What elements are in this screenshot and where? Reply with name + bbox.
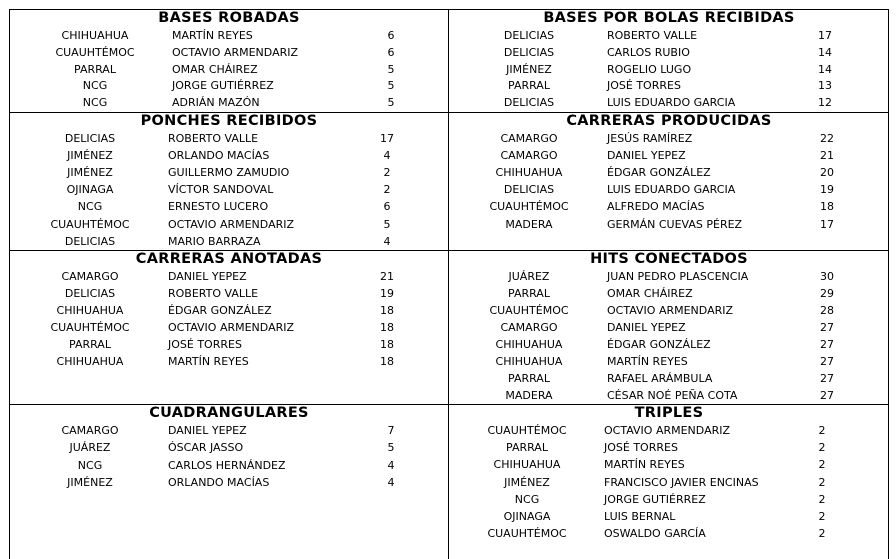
- player-name: DANIEL YEPEZ: [607, 321, 686, 334]
- stat-value: 2: [818, 510, 826, 523]
- player-name: LUIS BERNAL: [604, 510, 676, 523]
- stat-value: 17: [380, 132, 394, 145]
- section-title-bases-por-bolas: BASES POR BOLAS RECIBIDAS: [543, 10, 795, 26]
- stat-row: [0, 77, 896, 94]
- team-name: CHIHUAHUA: [493, 458, 561, 472]
- stat-value: 17: [820, 217, 834, 231]
- team-name: CHIHUAHUA: [495, 166, 563, 180]
- team-name: PARRAL: [506, 441, 548, 455]
- team-name: CAMARGO: [500, 321, 558, 334]
- player-name: GUILLERMO ZAMUDIO: [168, 166, 290, 180]
- stat-value: 18: [820, 200, 834, 214]
- team-name: NCG: [82, 96, 108, 110]
- section-title-cuadrangulares: CUADRANGULARES: [149, 405, 309, 421]
- team-name: DELICIAS: [503, 29, 555, 42]
- stat-row: [0, 370, 896, 387]
- team-name: JIMÉNEZ: [67, 475, 113, 489]
- player-name: ERNESTO LUCERO: [168, 200, 269, 214]
- stat-row: [0, 508, 896, 525]
- stat-value: 20: [820, 166, 834, 180]
- stat-row: [0, 302, 896, 319]
- player-name: ORLANDO MACÍAS: [168, 475, 270, 489]
- player-name: CÉSAR NOÉ PEÑA COTA: [607, 389, 738, 402]
- player-name: LUIS EDUARDO GARCIA: [607, 96, 736, 110]
- stat-row: [0, 164, 896, 181]
- player-name: RAFAEL ARÁMBULA: [607, 372, 713, 385]
- stat-row: [0, 387, 896, 404]
- player-name: DANIEL YEPEZ: [168, 270, 247, 283]
- team-name: OJINAGA: [503, 510, 551, 523]
- team-name: DELICIAS: [64, 234, 116, 248]
- team-name: NCG: [77, 200, 103, 214]
- team-name: PARRAL: [508, 79, 550, 93]
- player-name: MARTÍN REYES: [604, 458, 685, 472]
- stat-value: 19: [380, 287, 394, 300]
- team-name: NCG: [514, 492, 540, 506]
- player-name: VÍCTOR SANDOVAL: [168, 183, 274, 197]
- player-name: MARTÍN REYES: [172, 29, 253, 42]
- stat-row: [0, 491, 896, 508]
- player-name: ÓSCAR JASSO: [168, 441, 244, 455]
- player-name: JORGE GUTIÉRREZ: [604, 492, 706, 506]
- section-title-triples: TRIPLES: [634, 405, 704, 421]
- team-name: NCG: [77, 458, 103, 472]
- stat-value: 18: [380, 338, 394, 351]
- player-name: JUAN PEDRO PLASCENCIA: [607, 270, 749, 283]
- stat-value: 27: [820, 338, 834, 351]
- stat-value: 19: [820, 183, 834, 197]
- team-name: CHIHUAHUA: [495, 338, 563, 351]
- stat-value: 14: [818, 45, 832, 59]
- team-name: CUAUHTÉMOC: [489, 200, 569, 214]
- player-name: ADRIÁN MAZÓN: [172, 96, 260, 110]
- player-name: JOSÉ TORRES: [607, 79, 681, 93]
- team-name: PARRAL: [74, 62, 116, 76]
- team-name: CHIHUAHUA: [495, 355, 563, 368]
- team-name: JIMÉNEZ: [506, 62, 552, 76]
- stat-value: 12: [818, 96, 832, 110]
- player-name: OMAR CHÁIREZ: [607, 287, 693, 300]
- stat-value: 27: [820, 321, 834, 334]
- stat-value: 7: [387, 424, 395, 437]
- stat-value: 4: [383, 149, 391, 163]
- team-name: JUÁREZ: [69, 441, 111, 455]
- player-name: JOSÉ TORRES: [604, 441, 678, 455]
- stat-value: 14: [818, 62, 832, 76]
- stat-row: [0, 198, 896, 215]
- stat-value: 5: [383, 217, 391, 231]
- team-name: CHIHUAHUA: [56, 355, 124, 368]
- stat-row: [0, 94, 896, 111]
- stat-row: [0, 44, 896, 61]
- stat-value: 6: [387, 45, 395, 59]
- stat-value: 21: [380, 270, 394, 283]
- player-name: DANIEL YEPEZ: [168, 424, 247, 437]
- player-name: ROBERTO VALLE: [168, 287, 259, 300]
- player-name: OCTAVIO ARMENDARIZ: [607, 304, 734, 317]
- team-name: CAMARGO: [61, 270, 119, 283]
- player-name: OCTAVIO ARMENDARIZ: [604, 424, 731, 437]
- player-name: ROGELIO LUGO: [607, 62, 692, 76]
- stat-value: 4: [383, 234, 391, 248]
- player-name: ÉDGAR GONZÁLEZ: [607, 166, 711, 180]
- stat-row: [0, 130, 896, 147]
- stat-value: 5: [387, 96, 395, 110]
- stat-value: 2: [383, 166, 391, 180]
- stat-row: [0, 216, 896, 233]
- stat-value: 18: [380, 355, 394, 368]
- stat-value: 18: [380, 304, 394, 317]
- stat-value: 27: [820, 372, 834, 385]
- team-name: CUAUHTÉMOC: [487, 527, 567, 541]
- stat-value: 5: [387, 62, 395, 76]
- player-name: CARLOS RUBIO: [607, 45, 690, 59]
- team-name: DELICIAS: [64, 287, 116, 300]
- team-name: JUÁREZ: [508, 270, 550, 283]
- player-name: MARTÍN REYES: [168, 355, 249, 368]
- stat-row: [0, 422, 896, 439]
- player-name: ÉDGAR GONZÁLEZ: [168, 304, 272, 317]
- player-name: ROBERTO VALLE: [607, 29, 698, 42]
- stat-value: 2: [818, 475, 826, 489]
- stat-row: [0, 319, 896, 336]
- player-name: OCTAVIO ARMENDARIZ: [172, 45, 299, 59]
- team-name: CAMARGO: [500, 132, 558, 145]
- team-name: JIMÉNEZ: [67, 149, 113, 163]
- team-name: OJINAGA: [66, 183, 114, 197]
- team-name: PARRAL: [508, 287, 550, 300]
- stat-value: 4: [387, 475, 395, 489]
- player-name: GERMÁN CUEVAS PÉREZ: [607, 217, 743, 231]
- player-name: MARTÍN REYES: [607, 355, 688, 368]
- stat-row: [0, 336, 896, 353]
- team-name: CUAUHTÉMOC: [55, 45, 135, 59]
- section-title-bases-robadas: BASES ROBADAS: [158, 10, 300, 26]
- stat-value: 6: [383, 200, 391, 214]
- team-name: DELICIAS: [503, 183, 555, 197]
- stat-value: 2: [818, 424, 826, 437]
- stat-row: [0, 456, 896, 473]
- team-name: CUAUHTÉMOC: [50, 217, 130, 231]
- stat-value: 22: [820, 132, 834, 145]
- player-name: JOSÉ TORRES: [168, 338, 242, 351]
- team-name: CHIHUAHUA: [61, 29, 129, 42]
- team-name: PARRAL: [508, 372, 550, 385]
- section-title-ponches-recibidos: PONCHES RECIBIDOS: [140, 113, 318, 129]
- team-name: JIMÉNEZ: [504, 475, 550, 489]
- team-name: MADERA: [505, 217, 553, 231]
- team-name: MADERA: [505, 389, 553, 402]
- team-name: DELICIAS: [503, 45, 555, 59]
- stat-value: 27: [820, 355, 834, 368]
- player-name: ALFREDO MACÍAS: [607, 200, 705, 214]
- stat-value: 21: [820, 149, 834, 163]
- player-name: OCTAVIO ARMENDARIZ: [168, 321, 295, 334]
- stat-row: [0, 439, 896, 456]
- stat-value: 2: [818, 527, 826, 541]
- stat-value: 29: [820, 287, 834, 300]
- stat-row: [0, 285, 896, 302]
- player-name: OMAR CHÁIREZ: [172, 62, 258, 76]
- stat-value: 4: [387, 458, 395, 472]
- team-name: CAMARGO: [500, 149, 558, 163]
- player-name: LUIS EDUARDO GARCIA: [607, 183, 736, 197]
- stat-value: 30: [820, 270, 834, 283]
- stat-value: 5: [387, 79, 395, 93]
- stat-value: 28: [820, 304, 834, 317]
- stat-row: [0, 525, 896, 542]
- player-name: MARIO BARRAZA: [168, 234, 261, 248]
- stat-value: 2: [818, 458, 826, 472]
- team-name: CAMARGO: [61, 424, 119, 437]
- section-title-hits-conectados: HITS CONECTADOS: [590, 251, 748, 267]
- stat-row: [0, 268, 896, 285]
- stat-row: [0, 353, 896, 370]
- player-name: ROBERTO VALLE: [168, 132, 259, 145]
- player-name: JESÚS RAMÍREZ: [607, 132, 693, 145]
- player-name: DANIEL YEPEZ: [607, 149, 686, 163]
- player-name: ÉDGAR GONZÁLEZ: [607, 338, 711, 351]
- player-name: CARLOS HERNÁNDEZ: [168, 458, 286, 472]
- player-name: OCTAVIO ARMENDARIZ: [168, 217, 295, 231]
- stat-value: 13: [818, 79, 832, 93]
- team-name: CUAUHTÉMOC: [489, 304, 569, 317]
- stat-value: 17: [818, 29, 832, 42]
- team-name: PARRAL: [69, 338, 111, 351]
- section-title-carreras-producidas: CARRERAS PRODUCIDAS: [566, 113, 772, 129]
- stat-row: [0, 474, 896, 491]
- stat-value: 2: [818, 441, 826, 455]
- stat-row: [0, 181, 896, 198]
- team-name: CUAUHTÉMOC: [50, 321, 130, 334]
- stat-value: 18: [380, 321, 394, 334]
- stat-value: 6: [387, 29, 395, 42]
- section-title-carreras-anotadas: CARRERAS ANOTADAS: [135, 251, 323, 267]
- stat-value: 5: [387, 441, 395, 455]
- team-name: DELICIAS: [503, 96, 555, 110]
- team-name: JIMÉNEZ: [67, 166, 113, 180]
- team-name: NCG: [82, 79, 108, 93]
- player-name: JORGE GUTIÉRREZ: [172, 79, 274, 93]
- team-name: CHIHUAHUA: [56, 304, 124, 317]
- stat-value: 2: [383, 183, 391, 197]
- stat-row: [0, 61, 896, 78]
- stat-row: [0, 27, 896, 44]
- player-name: ORLANDO MACÍAS: [168, 149, 270, 163]
- stat-value: 27: [820, 389, 834, 402]
- team-name: CUAUHTÉMOC: [487, 424, 567, 437]
- player-name: OSWALDO GARCÍA: [604, 527, 706, 541]
- stat-value: 2: [818, 492, 826, 506]
- stat-row: [0, 233, 896, 250]
- player-name: FRANCISCO JAVIER ENCINAS: [604, 475, 759, 489]
- stat-row: [0, 147, 896, 164]
- team-name: DELICIAS: [64, 132, 116, 145]
